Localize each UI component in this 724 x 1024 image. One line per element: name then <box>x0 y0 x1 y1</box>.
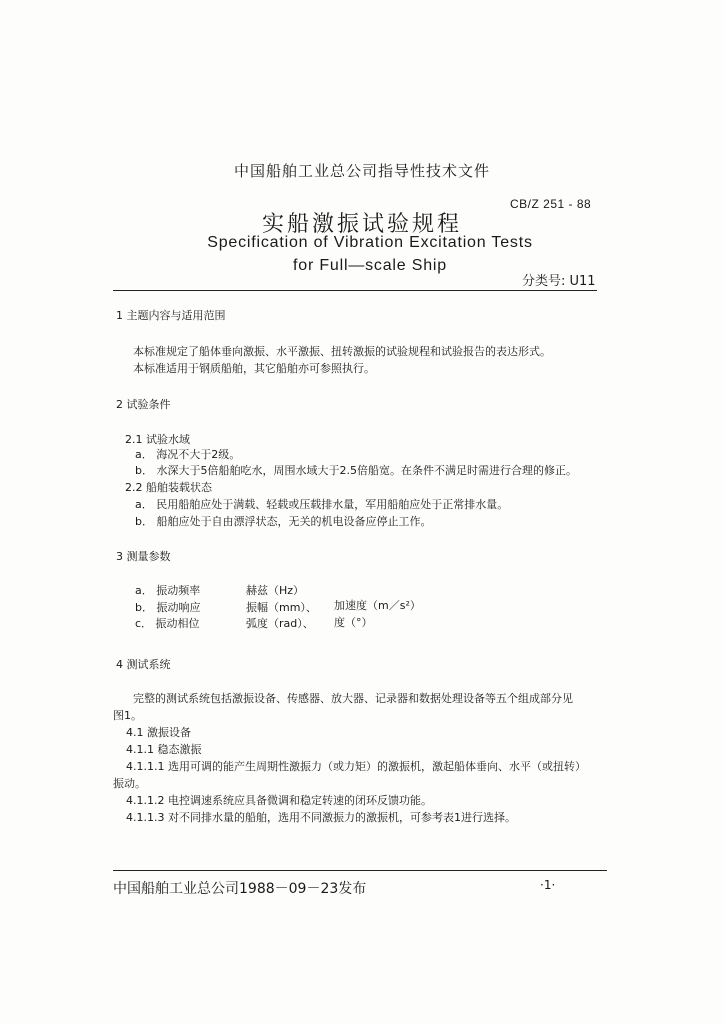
section-2-1-item-b: b． 水深大于5倍船舶吃水，周围水域大于2.5倍船宽。在条件不满足时需进行合理的修正。 <box>135 464 577 477</box>
parameter-unit: 振幅（mm）、 <box>246 601 317 614</box>
parameter-unit: 赫兹（Hz） <box>246 584 305 597</box>
section-4-1-1-heading: 4.1.1 稳态激振 <box>126 743 202 756</box>
section-4-1-1-1-line1: 4.1.1.1 选用可调的能产生周期性激振力（或力矩）的激振机，激起船体垂向、水平（或扭转） <box>126 760 586 773</box>
document-title-en-line2: for Full—scale Ship <box>293 257 447 274</box>
footer-divider <box>113 870 607 871</box>
section-2-1-item-a: a． 海况不大于2级。 <box>135 448 241 461</box>
classification-number: 分类号: U11 <box>522 274 596 289</box>
standard-code: CB/Z 251 - 88 <box>510 197 592 211</box>
section-4-1-1-2: 4.1.1.2 电控调速系统应具备微调和稳定转速的闭环反馈功能。 <box>126 794 432 807</box>
document-title-en-line1: Specification of Vibration Excitation Tests <box>207 234 533 251</box>
section-1-heading: 1 主题内容与适用范围 <box>116 309 226 322</box>
section-1-paragraph-1: 本标准规定了船体垂向激振、水平激振、扭转激振的试验规程和试验报告的表达形式。 <box>133 345 551 358</box>
section-2-2-item-b: b． 船舶应处于自由漂浮状态，无关的机电设备应停止工作。 <box>135 515 432 528</box>
parameter-label: a． 振动频率 <box>135 584 201 597</box>
parameter-unit-alt: 度（°） <box>334 616 373 629</box>
section-4-1-1-1-line2: 振动。 <box>113 777 146 790</box>
section-2-1-heading: 2.1 试验水域 <box>125 433 190 446</box>
page-number: ·1· <box>540 878 556 892</box>
section-2-2-item-a: a． 民用船舶应处于满载、轻载或压载排水量，军用船舶应处于正常排水量。 <box>135 498 509 511</box>
section-2-2-heading: 2.2 船舶装载状态 <box>125 481 212 494</box>
section-4-heading: 4 测试系统 <box>116 658 171 671</box>
parameter-unit: 弧度（rad）、 <box>246 617 314 630</box>
section-1-paragraph-2: 本标准适用于钢质船舶，其它船舶亦可参照执行。 <box>133 362 375 375</box>
header-divider <box>113 290 597 291</box>
organization-header: 中国船舶工业总公司指导性技术文件 <box>233 162 490 180</box>
parameter-label: b． 振动响应 <box>135 601 201 614</box>
document-title-cn: 实船激振试验规程 <box>261 212 462 237</box>
section-3-heading: 3 测量参数 <box>116 550 171 563</box>
section-4-1-1-3: 4.1.1.3 对不同排水量的船舶，选用不同激振力的激振机，可参考表1进行选择。 <box>126 811 516 824</box>
publication-info: 中国船舶工业总公司1988－09－23发布 <box>113 881 367 897</box>
section-2-heading: 2 试验条件 <box>116 398 171 411</box>
section-4-paragraph-line1: 完整的测试系统包括激振设备、传感器、放大器、记录器和数据处理设备等五个组成部分见 <box>133 692 573 705</box>
parameter-label: c． 振动相位 <box>135 617 200 630</box>
section-4-1-heading: 4.1 激振设备 <box>126 726 191 739</box>
section-4-paragraph-line2: 图1。 <box>113 709 142 722</box>
parameter-unit-alt: 加速度（m／s²） <box>334 599 421 612</box>
